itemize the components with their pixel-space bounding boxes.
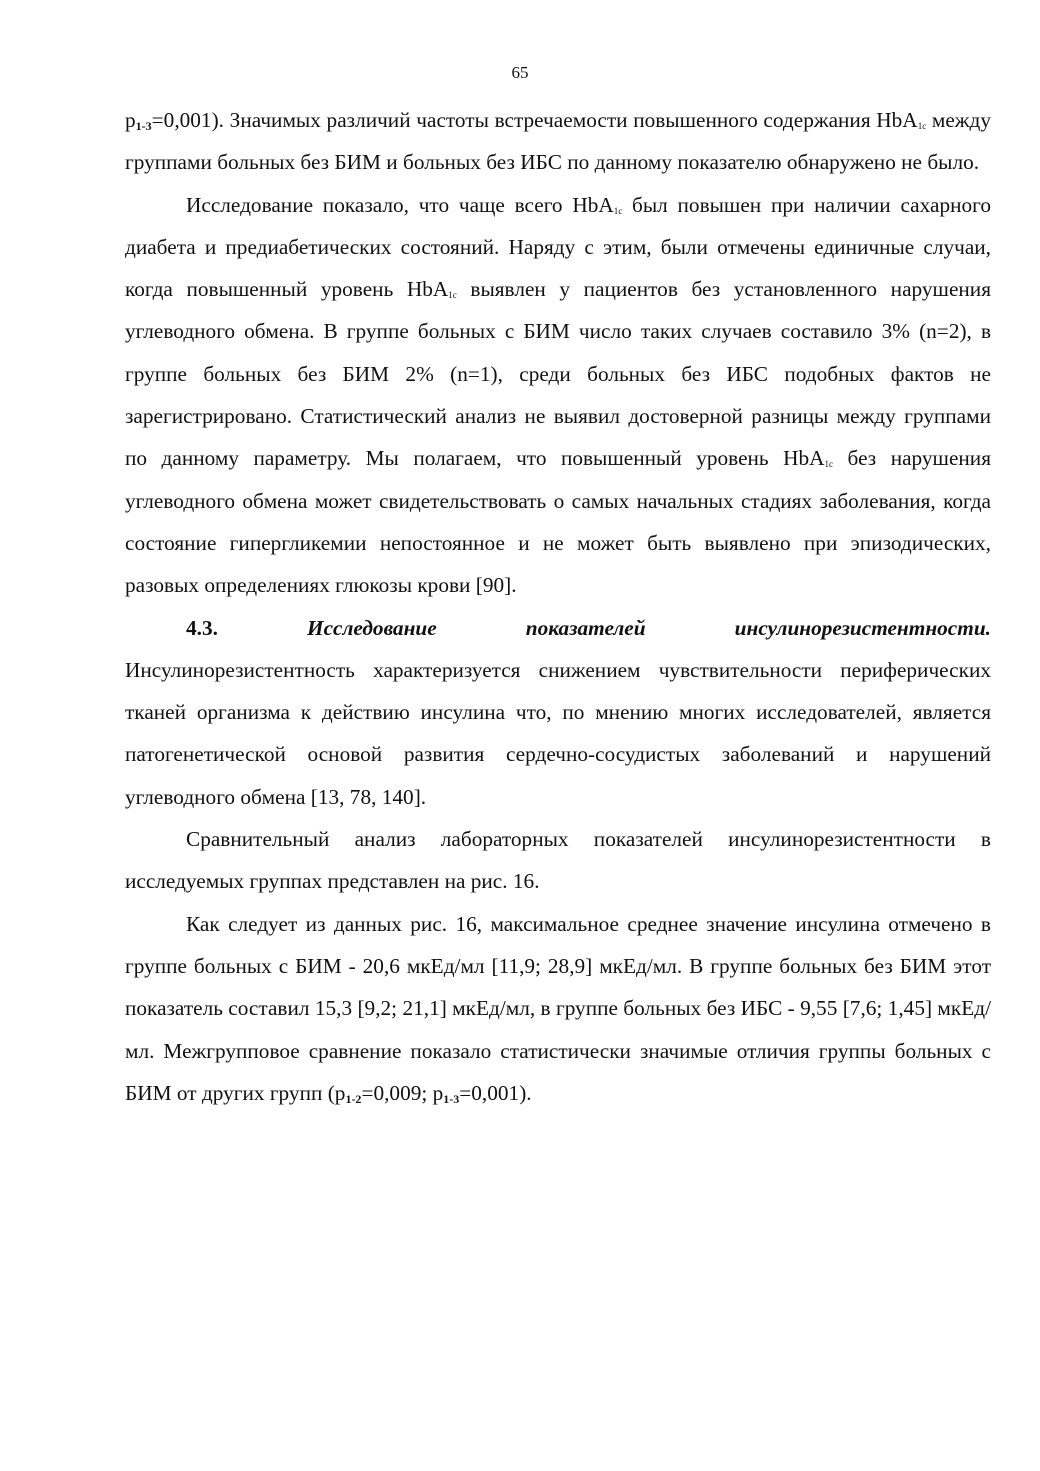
paragraph-insulin-values	[125, 903, 991, 1114]
paragraph-insulin-resistance: Инсулинорезистентность характеризуется снижением чувствительности периферических тканей организма к действию инсулина что, по мнению многих исследователей, является патогенетической основой развития сердечно-сосудистых заболеваний и нарушений углеводного обмена [13, 78, 140].	[125, 657, 991, 809]
section-title-word: показателей	[525, 615, 646, 640]
text-run: Исследование показало, что чаще всего HbA	[186, 192, 614, 217]
paragraph-comparative-analysis: Сравнительный анализ лабораторных показателей инсулинорезистентности в исследуемых группах представлен на рис. 16.	[125, 827, 991, 894]
subscript: 1-3	[135, 119, 152, 133]
page-number: 65	[511, 63, 529, 82]
subscript: 1c	[613, 205, 623, 216]
text-run: Как следует из данных рис. 16, максимальное среднее значение инсулина отмечено в группе больных с БИМ - 20,6 мкЕд/мл [11,9; 28,9] мкЕд/мл. В группе больных без БИМ этот показатель составил 15,3 [9,2; 21,1] мкЕд/мл, в группе больных без ИБС - 9,55 [7,6; 1,45] мкЕд/мл. Межгрупповое сравнение показало статистически значимые отличия группы больных с БИМ от других групп (p	[125, 911, 991, 1105]
subscript: 1c	[448, 290, 457, 301]
text-run: =0,001). Значимых различий частоты встречаемости повышенного содержания HbA	[151, 108, 918, 132]
text-run: p	[125, 108, 136, 132]
section-title-word: Исследование	[307, 615, 437, 640]
text-run: выявлен у пациентов без установленного нарушения углеводного обмена. В группе больных с БИМ число таких случаев составило 3% (n=2), в группе больных без БИМ 2% (n=1), среди больных без ИБС подобных фактов не зарегистрировано. Статистический анализ не выявил достоверной разницы между группами по данному параметру. Мы полагаем, что повышенный уровень HbA	[125, 277, 991, 471]
text-run: =0,009; p	[361, 1080, 444, 1105]
text-run: между группами больных без БИМ и больных без ИБС по данному показателю обнаружено не было.	[125, 108, 992, 175]
section-number: 4.3.	[186, 615, 218, 640]
document-body	[125, 99, 991, 1114]
subscript: 1c	[824, 459, 834, 470]
section-heading	[125, 607, 991, 649]
subscript: 1c	[917, 121, 927, 131]
paragraph-hba1c-findings	[125, 184, 991, 607]
paragraph-continuation	[125, 99, 991, 184]
section-title-word: инсулинорезистентности.	[734, 615, 991, 640]
text-run: без нарушения углеводного обмена может свидетельствовать о самых начальных стадиях заболевания, когда состояние гипергликемии непостоянное и не может быть выявлено при эпизодических, разовых определениях глюкозы крови [90].	[125, 446, 991, 598]
subscript: 1-3	[443, 1091, 460, 1106]
text-run: =0,001).	[459, 1080, 532, 1105]
subscript: 1-2	[345, 1091, 362, 1106]
text-run: был повышен при наличии сахарного диабета и предиабетических состояний. Наряду с этим, были отмечены единичные случаи, когда повышенный уровень HbA	[125, 192, 991, 302]
